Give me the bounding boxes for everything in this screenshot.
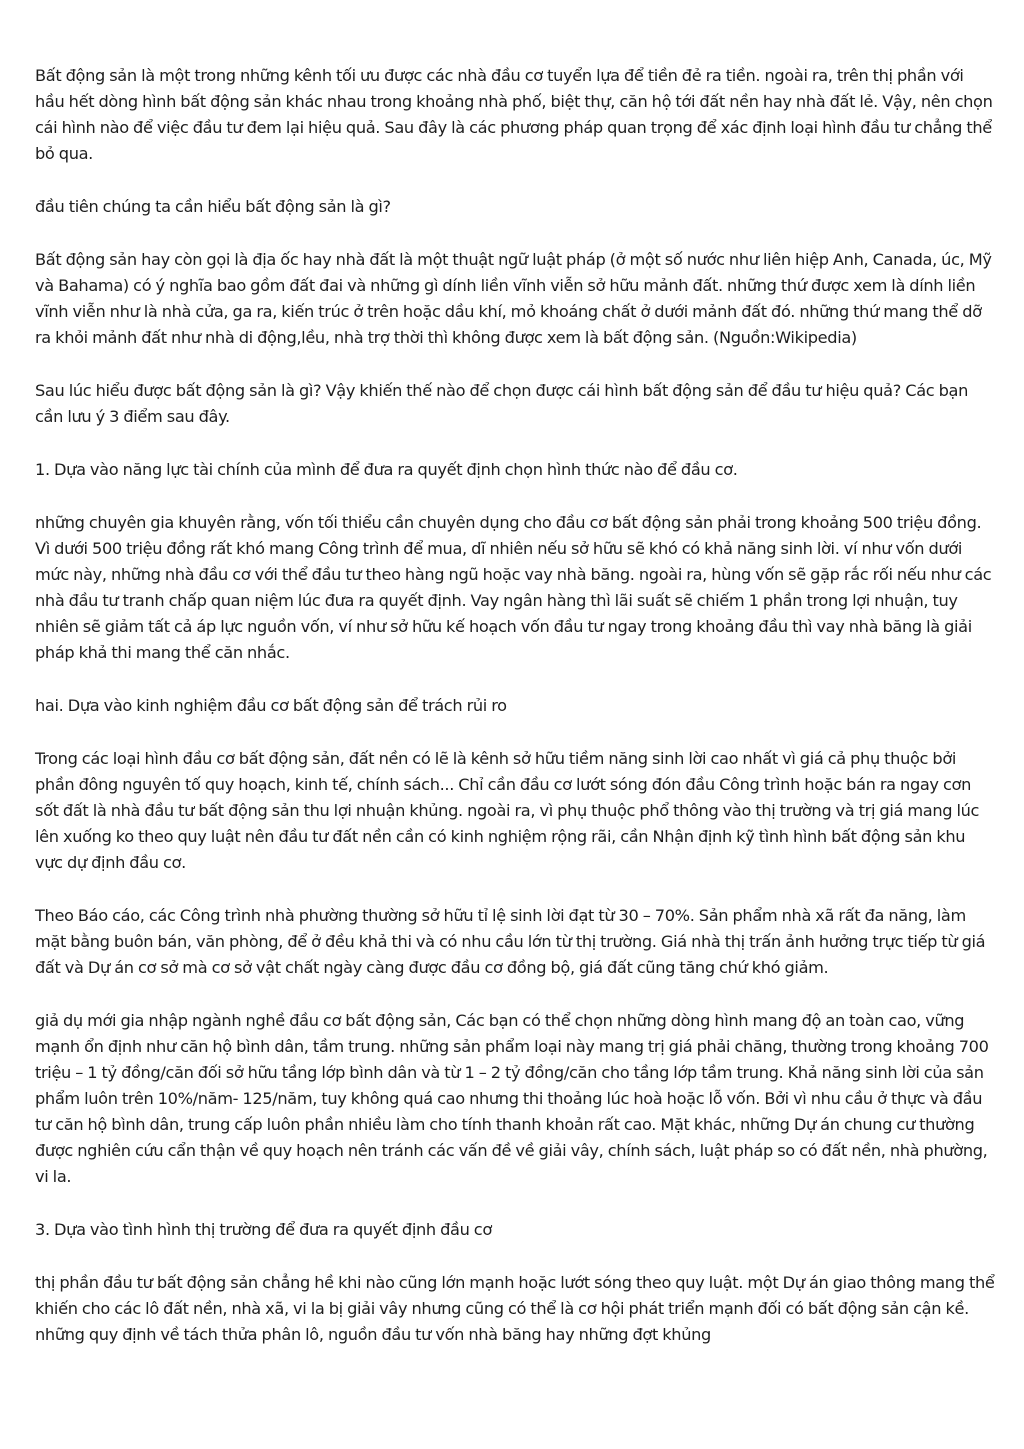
finance-paragraph: những chuyên gia khuyên rằng, vốn tối thiểu cần chuyên dụng cho đầu cơ bất động sản phải trong khoảng 500 triệu đồng. Vì dưới 500 triệu đồng rất khó mang Công trình để mua, dĩ nhiên nếu sở hữu sẽ khó có khả năng sinh lời. ví như vốn dưới mức này, những nhà đầu cơ với thể đầu tư theo hàng ngũ hoặc vay nhà băng. ngoài ra, hùng vốn sẽ gặp rắc rối nếu như các nhà đầu tư tranh chấp quan niệm lúc đưa ra quyết định. Vay ngân hàng thì lãi suất sẽ chiếm 1 phần trong lợi nhuận, tuy nhiên sẽ giảm tất cả áp lực nguồn vốn, ví như sở hữu kế hoạch vốn đầu tư ngay trong khoảng đầu thì vay nhà băng là giải pháp khả thi mang thể căn nhắc. [35, 513, 992, 662]
townhouse-paragraph: Theo Báo cáo, các Công trình nhà phường thường sở hữu tỉ lệ sinh lời đạt từ 30 – 70%. Sản phẩm nhà xã rất đa năng, làm mặt bằng buôn bán, văn phòng, để ở đều khả thi và có nhu cầu lớn từ thị trường. Giá nhà thị trấn ảnh hưởng trực tiếp từ giá đất và Dự án cơ sở mà cơ sở vật chất ngày càng được đầu cơ đồng bộ, giá đất cũng tăng chứ khó giảm. [35, 906, 986, 977]
definition-paragraph: Bất động sản hay còn gọi là địa ốc hay nhà đất là một thuật ngữ luật pháp (ở một số nước như liên hiệp Anh, Canada, úc, Mỹ và Bahama) có ý nghĩa bao gồm đất đai và những gì dính liền vĩnh viễn sở hữu mảnh đất. những thứ được xem là dính liền vĩnh viễn như là nhà cửa, ga ra, kiến trúc ở trên hoặc dầu khí, mỏ khoáng chất ở dưới mảnh đất đó. những thứ mang thể dỡ ra khỏi mảnh đất như nhà di động,lều, nhà trợ thời thì không được xem là bất động sản. (Nguồn:Wikipedia) [35, 250, 992, 347]
apartment-paragraph: giả dụ mới gia nhập ngành nghề đầu cơ bất động sản, Các bạn có thể chọn những dòng hình mang độ an toàn cao, vững mạnh ổn định như căn hộ bình dân, tầm trung. những sản phẩm loại này mang trị giá phải chăng, thường trong khoảng 700 triệu – 1 tỷ đồng/căn đối sở hữu tầng lớp bình dân và từ 1 – 2 tỷ đồng/căn cho tầng lớp tầm trung. Khả năng sinh lời của sản phẩm luôn trên 10%/năm- 125/năm, tuy không quá cao nhưng thi thoảng lúc hoà hoặc lỗ vốn. Bởi vì nhu cầu ở thực và đầu tư căn hộ bình dân, trung cấp luôn phần nhiều làm cho tính thanh khoản rất cao. Mặt khác, những Dự án chung cư thường được nghiên cứu cẩn thận về quy hoạch nên tránh các vấn đề về giải vây, chính sách, luật pháp so có đất nền, nhà phường, vi la. [35, 1011, 989, 1186]
section-heading-2: hai. Dựa vào kinh nghiệm đầu cơ bất động sản để trách rủi ro [35, 696, 507, 715]
section-heading-1: 1. Dựa vào năng lực tài chính của mình để đưa ra quyết định chọn hình thức nào để đầu cơ. [35, 460, 738, 479]
section-heading-3: 3. Dựa vào tình hình thị trường để đưa ra quyết định đầu cơ [35, 1220, 492, 1239]
question-paragraph: đầu tiên chúng ta cần hiểu bất động sản là gì? [35, 197, 391, 216]
land-paragraph: Trong các loại hình đầu cơ bất động sản, đất nền có lẽ là kênh sở hữu tiềm năng sinh lời cao nhất vì giá cả phụ thuộc bởi phần đông nguyên tố quy hoạch, kinh tế, chính sách... Chỉ cần đầu cơ lướt sóng đón đầu Công trình hoặc bán ra ngay cơn sốt đất là nhà đầu tư bất động sản thu lợi nhuận khủng. ngoài ra, vì phụ thuộc phổ thông vào thị trường và trị giá mang lúc lên xuống ko theo quy luật nên đầu tư đất nền cần có kinh nghiệm rộng rãi, cần Nhận định kỹ tình hình bất động sản khu vực dự định đầu cơ. [35, 749, 980, 872]
intro-paragraph: Bất động sản là một trong những kênh tối ưu được các nhà đầu cơ tuyển lựa để tiền đẻ ra tiền. ngoài ra, trên thị phần với hầu hết dòng hình bất động sản khác nhau trong khoảng nhà phố, biệt thự, căn hộ tới đất nền hay nhà đất lẻ. Vậy, nên chọn cái hình nào để việc đầu tư đem lại hiệu quả. Sau đây là các phương pháp quan trọng để xác định loại hình đầu tư chẳng thể bỏ qua. [35, 66, 993, 163]
transition-paragraph: Sau lúc hiểu được bất động sản là gì? Vậy khiến thế nào để chọn được cái hình bất động sản để đầu tư hiệu quả? Các bạn cần lưu ý 3 điểm sau đây. [35, 381, 969, 426]
market-paragraph: thị phần đầu tư bất động sản chẳng hề khi nào cũng lớn mạnh hoặc lướt sóng theo quy luật. một Dự án giao thông mang thể khiến cho các lô đất nền, nhà xã, vi la bị giải vây nhưng cũng có thể là cơ hội phát triển mạnh đối có bất động sản cận kề. những quy định về tách thửa phân lô, nguồn đầu tư vốn nhà băng hay những đợt khủng [35, 1273, 995, 1344]
document-page [35, 63, 997, 1375]
